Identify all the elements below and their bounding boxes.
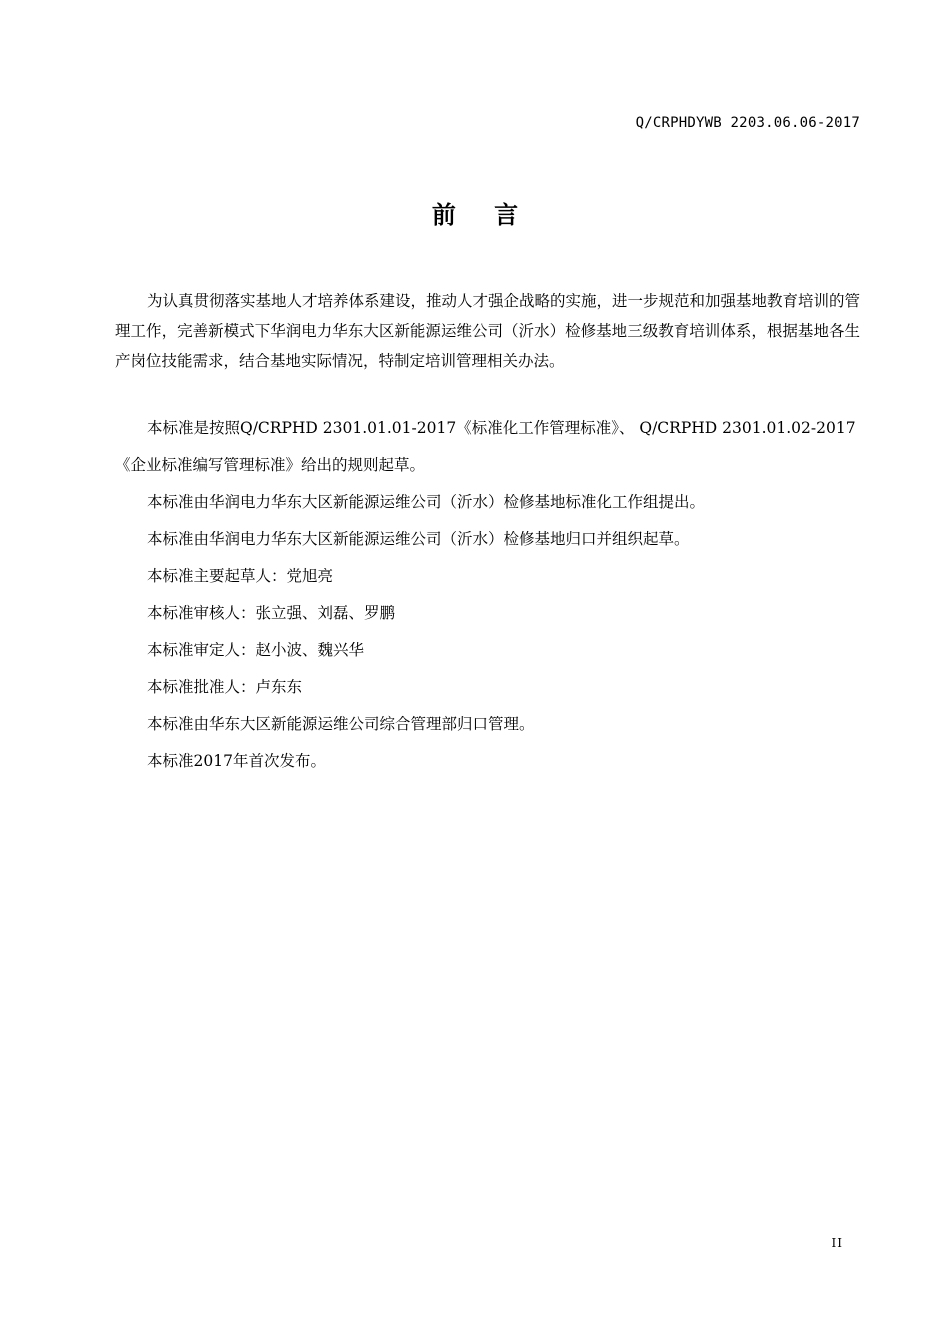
statement-proposer: 本标准由华润电力华东大区新能源运维公司（沂水）检修基地标准化工作组提出。 <box>147 493 706 511</box>
statement-first-release: 本标准2017年首次发布。 <box>147 752 326 770</box>
statement-authorizer: 本标准批准人：卢东东 <box>147 678 303 696</box>
statement-management-dept: 本标准由华东大区新能源运维公司综合管理部归口管理。 <box>147 715 535 733</box>
statement-main-drafter: 本标准主要起草人：党旭亮 <box>147 567 334 585</box>
intro-paragraph: 为认真贯彻落实基地人才培养体系建设，推动人才强企战略的实施，进一步规范和加强基地教育培训的管理工作，完善新模式下华润电力华东大区新能源运维公司（沂水）检修基地三级教育培训体系，根据基地各生产岗位技能需求，结合基地实际情况，特制定培训管理相关办法。 <box>115 292 861 370</box>
statement-approvers-final: 本标准审定人：赵小波、魏兴华 <box>147 641 365 659</box>
statement-drafting-rules: 本标准是按照Q/CRPHD 2301.01.01-2017《标准化工作管理标准》、 Q/CRPHD 2301.01.02-2017《企业标准编写管理标准》给出的规则起草。 <box>115 419 856 474</box>
statement-organizer: 本标准由华润电力华东大区新能源运维公司（沂水）检修基地归口并组织起草。 <box>147 530 690 548</box>
standard-statements <box>115 410 860 780</box>
document-code: Q/CRPHDYWB 2203.06.06-2017 <box>635 115 860 131</box>
page-number: II <box>831 1236 843 1250</box>
page-title: 前 言 <box>431 201 519 229</box>
statement-reviewers: 本标准审核人：张立强、刘磊、罗鹏 <box>147 604 396 622</box>
